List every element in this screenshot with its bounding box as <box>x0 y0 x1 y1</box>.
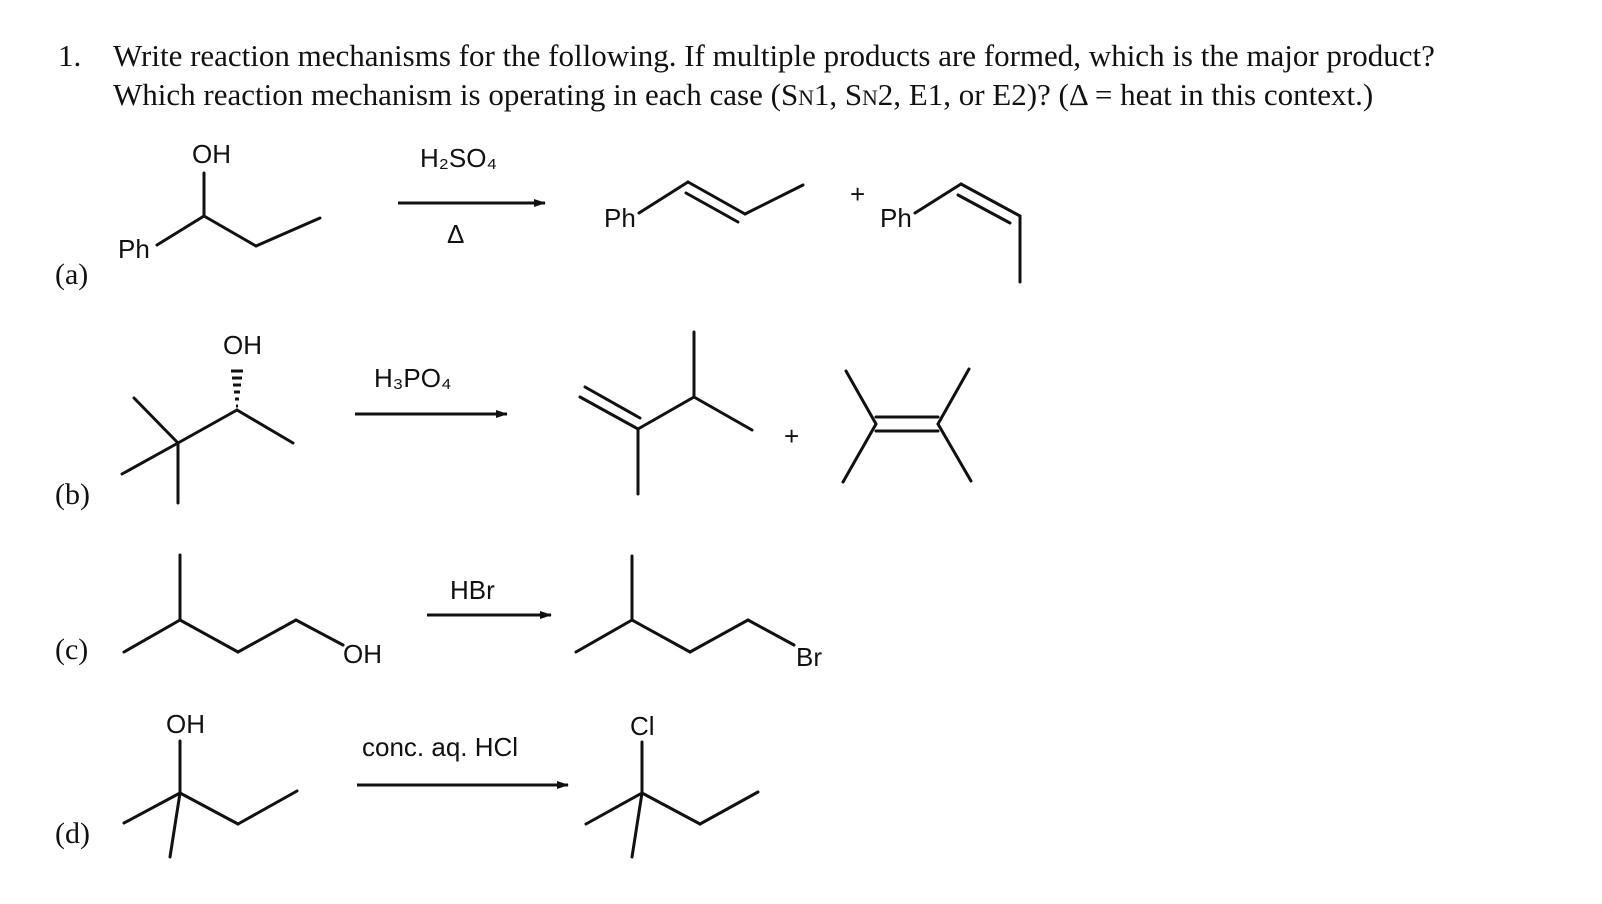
product-a2-structure <box>880 184 1020 282</box>
reagent-a-top: H₂SO₄ <box>420 143 498 173</box>
plus-sign-a: + <box>850 179 866 209</box>
product-c-br-label: Br <box>796 642 822 672</box>
product-c-structure <box>576 556 822 672</box>
part-label-a: (a) <box>55 258 89 291</box>
plus-sign-b: + <box>784 421 800 451</box>
product-d-cl-label: Cl <box>630 711 655 741</box>
question-number: 1. <box>58 38 82 73</box>
hashed-wedge-bond <box>231 371 243 406</box>
part-label-d: (d) <box>55 817 90 850</box>
product-b1-structure <box>580 332 752 494</box>
question-text-line1: Write reaction mechanisms for the following. If multiple products are formed, which is the major product? <box>113 38 1435 73</box>
reagent-a-bottom: Δ <box>447 219 465 249</box>
reactant-c-oh-label: OH <box>343 639 382 669</box>
question-text-line2-b: 1, S <box>813 77 863 112</box>
reaction-d <box>124 709 758 857</box>
question-text-line2-a: Which reaction mechanism is operating in each case (S <box>113 77 799 112</box>
product-a1-ph-label: Ph <box>604 203 636 233</box>
reaction-b <box>122 330 971 503</box>
reagent-d-top: conc. aq. HCl <box>362 732 519 762</box>
reactant-d-oh-label: OH <box>166 709 205 739</box>
reaction-c <box>124 555 822 672</box>
sn2-subscript: N <box>862 86 878 110</box>
reactant-b-structure <box>122 330 293 503</box>
product-a2-ph-label: Ph <box>880 203 912 233</box>
reactant-c-structure <box>124 555 382 669</box>
sn1-subscript: N <box>798 86 814 110</box>
product-d-structure <box>586 711 758 857</box>
reagent-c-top: HBr <box>450 575 495 605</box>
question-text-line2-c: 2, E1, or E2)? (Δ = heat in this context.) <box>877 77 1374 112</box>
part-label-b: (b) <box>55 478 90 511</box>
reactant-a-ph-label: Ph <box>118 234 150 264</box>
part-label-c: (c) <box>55 633 89 666</box>
reagent-b-top: H₃PO₄ <box>374 363 452 393</box>
reactant-b-oh-label: OH <box>223 330 262 360</box>
reactant-a-oh-label: OH <box>192 139 231 169</box>
reactant-d-structure <box>124 709 297 857</box>
reactant-a-structure <box>118 139 320 264</box>
product-a1-structure <box>604 182 803 233</box>
product-b2-structure <box>843 369 971 482</box>
reaction-a <box>118 139 1020 282</box>
